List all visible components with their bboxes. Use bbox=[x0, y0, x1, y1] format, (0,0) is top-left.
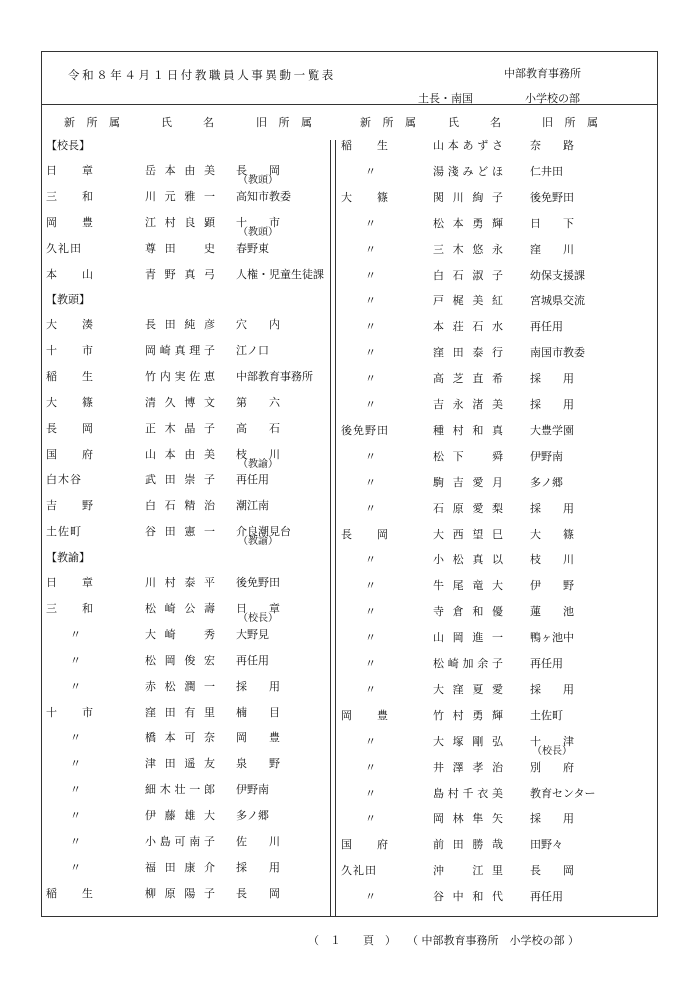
old-affiliation: 再任用 bbox=[236, 473, 269, 487]
document-header bbox=[42, 52, 657, 105]
new-affiliation: 後免野田 bbox=[341, 423, 389, 437]
person-name: 小島可南子 bbox=[145, 835, 215, 848]
position-note: （教頭） bbox=[238, 226, 278, 238]
old-affiliation: 泉 野 bbox=[236, 757, 280, 771]
old-affiliation: 多ノ郷 bbox=[530, 475, 563, 489]
table-row bbox=[46, 163, 326, 186]
new-affiliation: 稲 生 bbox=[46, 369, 94, 383]
person-name: 川元雅一 bbox=[145, 189, 215, 203]
old-affiliation: 後免野田 bbox=[530, 190, 574, 204]
person-name: 種村和真 bbox=[433, 423, 503, 437]
position-note: （教頭） bbox=[238, 175, 278, 186]
table-row bbox=[341, 345, 621, 361]
table-row bbox=[341, 786, 621, 802]
table-row bbox=[46, 679, 326, 695]
new-affiliation: 〃 bbox=[365, 734, 376, 748]
person-name: 寺倉和優 bbox=[433, 605, 503, 619]
table-row bbox=[46, 834, 326, 850]
new-affiliation: 〃 bbox=[365, 657, 376, 670]
table-row bbox=[341, 527, 621, 543]
table-row bbox=[46, 756, 326, 772]
old-affiliation: 教育センター bbox=[530, 786, 596, 800]
new-affiliation: 〃 bbox=[365, 320, 376, 334]
old-affiliation: 仁井田 bbox=[530, 164, 563, 178]
old-affiliation: 楠 目 bbox=[236, 705, 280, 719]
new-affiliation: 〃 bbox=[365, 812, 376, 826]
right-column-headers bbox=[360, 115, 630, 131]
old-affiliation: 春野東 bbox=[236, 241, 269, 255]
table-row bbox=[341, 242, 621, 258]
col-name: 氏 名 bbox=[448, 116, 511, 129]
person-name: 白石淑子 bbox=[433, 268, 503, 282]
new-affiliation: 岡 豊 bbox=[341, 708, 389, 722]
old-affiliation: 鴨ヶ池中 bbox=[530, 631, 574, 645]
col-new-affiliation: 新 所 属 bbox=[64, 116, 124, 129]
person-name: 松岡俊宏 bbox=[145, 653, 215, 667]
person-name: 牛尾竜大 bbox=[433, 579, 503, 593]
table-row bbox=[341, 268, 621, 284]
person-name: 岡林隼矢 bbox=[433, 812, 503, 826]
old-affiliation: 介良潮見台 bbox=[236, 525, 291, 539]
table-row bbox=[46, 705, 326, 721]
person-name: 松崎加余子 bbox=[433, 657, 503, 670]
old-affiliation: 枝 川 bbox=[236, 447, 280, 461]
new-affiliation: 〃 bbox=[365, 216, 376, 230]
new-affiliation: 大 篠 bbox=[46, 395, 94, 409]
table-row bbox=[46, 575, 326, 591]
table-row bbox=[341, 293, 621, 309]
new-affiliation: 十 市 bbox=[46, 705, 94, 719]
old-affiliation: 佐 川 bbox=[236, 835, 280, 848]
table-row bbox=[341, 397, 621, 413]
new-affiliation: 〃 bbox=[365, 475, 376, 489]
old-affiliation: 採 用 bbox=[530, 372, 574, 386]
new-affiliation: 久礼田 bbox=[341, 864, 377, 878]
new-affiliation: 〃 bbox=[365, 164, 376, 178]
table-row bbox=[46, 524, 326, 548]
table-row bbox=[341, 578, 621, 594]
person-name: 小松真以 bbox=[433, 553, 503, 567]
table-row bbox=[341, 604, 621, 620]
person-name: 窪田有里 bbox=[145, 705, 215, 719]
col-name: 氏 名 bbox=[161, 116, 224, 129]
table-row bbox=[341, 164, 621, 180]
person-name: 松本勇輝 bbox=[433, 216, 503, 230]
person-name: 三木悠永 bbox=[433, 242, 503, 256]
new-affiliation: 十 市 bbox=[46, 343, 94, 357]
office-name: 中部教育事務所 bbox=[504, 67, 581, 80]
new-affiliation: 〃 bbox=[365, 631, 376, 645]
table-row bbox=[341, 760, 621, 776]
new-affiliation: 土佐町 bbox=[46, 525, 82, 539]
new-affiliation: 国 府 bbox=[46, 447, 94, 461]
column-divider bbox=[330, 140, 336, 917]
old-affiliation: 高知市教委 bbox=[236, 189, 291, 203]
person-name: 駒吉愛月 bbox=[433, 475, 503, 489]
person-name: 白石精治 bbox=[145, 499, 215, 513]
position-note: （教諭） bbox=[238, 458, 278, 470]
new-affiliation: 三 和 bbox=[46, 189, 94, 203]
table-row bbox=[341, 863, 621, 879]
old-affiliation: 採 用 bbox=[530, 682, 574, 696]
new-affiliation: 〃 bbox=[365, 268, 376, 282]
old-affiliation: 伊野南 bbox=[530, 449, 563, 463]
old-affiliation: 大野見 bbox=[236, 627, 269, 641]
person-name: 吉永渚美 bbox=[433, 398, 503, 411]
person-name: 青野真弓 bbox=[145, 267, 215, 281]
old-affiliation: 高 石 bbox=[236, 421, 280, 435]
table-row bbox=[341, 319, 621, 335]
old-affiliation: 江ノ口 bbox=[236, 343, 269, 357]
new-affiliation: 〃 bbox=[365, 605, 376, 619]
old-affiliation: 岡 豊 bbox=[236, 731, 280, 745]
new-affiliation: 〃 bbox=[70, 679, 81, 693]
new-affiliation: 〃 bbox=[365, 579, 376, 593]
old-affiliation: 南国市教委 bbox=[530, 346, 585, 360]
person-name: 窪田泰行 bbox=[433, 346, 503, 360]
person-name: 江村良顕 bbox=[145, 215, 215, 229]
table-row bbox=[341, 811, 621, 827]
person-name: 長田純彦 bbox=[145, 318, 215, 331]
new-affiliation: 国 府 bbox=[341, 838, 389, 852]
person-name: 川村泰平 bbox=[145, 576, 215, 589]
new-affiliation: 〃 bbox=[70, 860, 81, 874]
table-row bbox=[341, 475, 621, 491]
new-affiliation: 〃 bbox=[365, 553, 376, 567]
person-name: 山岡進一 bbox=[433, 631, 503, 645]
table-row bbox=[46, 653, 326, 669]
person-name: 細木壮一郎 bbox=[145, 783, 215, 797]
position-note: （校長） bbox=[238, 612, 278, 624]
person-name: 大西望巳 bbox=[433, 527, 503, 541]
person-name: 松下 舜 bbox=[433, 449, 503, 463]
old-affiliation: 潮江南 bbox=[236, 499, 269, 513]
new-affiliation: 稲 生 bbox=[341, 139, 389, 152]
new-affiliation: 〃 bbox=[365, 760, 376, 774]
table-row bbox=[46, 601, 326, 624]
table-row bbox=[341, 734, 621, 757]
old-affiliation: 幼保支援課 bbox=[530, 268, 585, 282]
section-teacher: 【教諭】 bbox=[46, 551, 90, 564]
person-name: 尊田 史 bbox=[145, 241, 215, 255]
table-row bbox=[46, 421, 326, 437]
old-affiliation: 再任用 bbox=[530, 657, 563, 670]
table-row bbox=[46, 317, 326, 333]
person-name: 大窪夏愛 bbox=[433, 682, 503, 696]
table-row bbox=[341, 501, 621, 517]
person-name: 関川絢子 bbox=[433, 190, 503, 204]
table-row bbox=[46, 241, 326, 257]
new-affiliation: 長 岡 bbox=[341, 527, 389, 541]
section-principal: 【校長】 bbox=[46, 139, 90, 152]
left-column-headers bbox=[64, 115, 334, 131]
new-affiliation: 大 篠 bbox=[341, 190, 389, 204]
old-affiliation: 中部教育事務所 bbox=[236, 369, 313, 383]
person-name: 井澤孝治 bbox=[433, 760, 503, 774]
person-name: 岳本由美 bbox=[145, 164, 215, 177]
table-row bbox=[341, 708, 621, 724]
old-affiliation: 伊野南 bbox=[236, 783, 269, 797]
table-row bbox=[341, 371, 621, 387]
old-affiliation: 再任用 bbox=[236, 653, 269, 667]
new-affiliation: 大 湊 bbox=[46, 318, 94, 331]
new-affiliation: 岡 豊 bbox=[46, 215, 94, 229]
table-row bbox=[341, 423, 621, 439]
old-affiliation: 十 市 bbox=[236, 215, 280, 229]
person-name: 伊藤雄大 bbox=[145, 809, 215, 823]
col-new-affiliation: 新 所 属 bbox=[360, 116, 420, 129]
old-affiliation: 日 章 bbox=[236, 601, 280, 615]
person-name: 谷田憲一 bbox=[145, 525, 215, 539]
person-name: 橋本可奈 bbox=[145, 731, 215, 745]
new-affiliation: 〃 bbox=[365, 501, 376, 515]
new-affiliation: 長 岡 bbox=[46, 421, 94, 435]
new-affiliation: 〃 bbox=[70, 835, 81, 848]
old-affiliation: 別 府 bbox=[530, 760, 574, 774]
person-name: 山本あずさ bbox=[433, 139, 503, 152]
table-row bbox=[341, 837, 621, 853]
table-row bbox=[341, 138, 621, 154]
old-affiliation: 穴 内 bbox=[236, 318, 280, 331]
new-affiliation: 〃 bbox=[365, 890, 376, 904]
person-name: 石原愛梨 bbox=[433, 501, 503, 515]
person-name: 本荘石水 bbox=[433, 320, 503, 334]
person-name: 戸梶美紅 bbox=[433, 294, 503, 308]
table-row bbox=[341, 216, 621, 232]
old-affiliation: 長 岡 bbox=[236, 164, 280, 177]
new-affiliation: 〃 bbox=[70, 627, 81, 641]
table-row bbox=[46, 886, 326, 902]
person-name: 山本由美 bbox=[145, 447, 215, 461]
table-row bbox=[46, 782, 326, 798]
position-note: （校長） bbox=[532, 745, 572, 757]
old-affiliation: 日 下 bbox=[530, 216, 574, 230]
old-affiliation: 土佐町 bbox=[530, 708, 563, 722]
position-note: （教諭） bbox=[238, 536, 278, 548]
old-affiliation: 採 用 bbox=[236, 679, 280, 693]
old-affiliation: 採 用 bbox=[530, 812, 574, 826]
old-affiliation: 大 篠 bbox=[530, 527, 574, 541]
table-row bbox=[341, 449, 621, 465]
person-name: 大崎 秀 bbox=[145, 627, 215, 641]
table-row bbox=[341, 190, 621, 206]
old-affiliation: 大豊学園 bbox=[530, 423, 574, 437]
person-name: 武田崇子 bbox=[145, 473, 215, 487]
table-row bbox=[46, 808, 326, 824]
old-affiliation: 採 用 bbox=[530, 398, 574, 411]
table-row bbox=[46, 395, 326, 411]
old-affiliation: 再任用 bbox=[530, 890, 563, 904]
new-affiliation: 〃 bbox=[365, 682, 376, 696]
new-affiliation: 〃 bbox=[70, 757, 81, 771]
new-affiliation: 〃 bbox=[365, 786, 376, 800]
old-affiliation: 奈 路 bbox=[530, 139, 574, 152]
old-affiliation: 多ノ郷 bbox=[236, 809, 269, 823]
col-old-affiliation: 旧 所 属 bbox=[542, 116, 602, 129]
person-name: 湯淺みどほ bbox=[433, 164, 503, 178]
new-affiliation: 〃 bbox=[365, 372, 376, 386]
new-affiliation: 日 章 bbox=[46, 164, 94, 177]
table-row bbox=[341, 656, 621, 672]
old-affiliation: 宮城県交流 bbox=[530, 294, 585, 308]
old-affiliation: 窪 川 bbox=[530, 242, 574, 256]
new-affiliation: 〃 bbox=[365, 398, 376, 411]
old-affiliation: 十 津 bbox=[530, 734, 574, 748]
new-affiliation: 吉 野 bbox=[46, 499, 94, 513]
new-affiliation: 稲 生 bbox=[46, 886, 94, 900]
table-row bbox=[46, 215, 326, 238]
footer-text: （ １ 頁 ） （ 中部教育事務所 小学校の部 ） bbox=[308, 934, 579, 947]
person-name: 津田遥友 bbox=[145, 757, 215, 771]
old-affiliation: 蓮 池 bbox=[530, 605, 574, 619]
table-row bbox=[341, 552, 621, 568]
district-label: 土長・南国 bbox=[418, 92, 473, 105]
person-name: 福田康介 bbox=[145, 860, 215, 874]
section-label: 小学校の部 bbox=[525, 92, 580, 105]
old-affiliation: 長 岡 bbox=[236, 886, 280, 900]
old-affiliation: 再任用 bbox=[530, 320, 563, 334]
new-affiliation: 〃 bbox=[365, 242, 376, 256]
table-row bbox=[341, 682, 621, 698]
table-row bbox=[341, 630, 621, 646]
table-row bbox=[46, 369, 326, 385]
new-affiliation: 本 山 bbox=[46, 267, 94, 281]
table-row bbox=[46, 498, 326, 514]
section-vice-principal: 【教頭】 bbox=[46, 293, 90, 306]
person-name: 島村千衣美 bbox=[433, 786, 503, 800]
new-affiliation: 〃 bbox=[70, 809, 81, 823]
old-affiliation: 採 用 bbox=[530, 501, 574, 515]
table-row bbox=[341, 889, 621, 905]
new-affiliation: 白木谷 bbox=[46, 473, 82, 487]
new-affiliation: 〃 bbox=[70, 653, 81, 667]
old-affiliation: 第 六 bbox=[236, 395, 280, 409]
person-name: 清久博文 bbox=[145, 395, 215, 409]
old-affiliation: 長 岡 bbox=[530, 864, 574, 878]
new-affiliation: 三 和 bbox=[46, 601, 94, 615]
table-row bbox=[46, 627, 326, 643]
document-title: 令和８年４月１日付教職員人事異動一覧表 bbox=[68, 68, 336, 82]
old-affiliation: 伊 野 bbox=[530, 579, 574, 593]
person-name: 赤松潤一 bbox=[145, 679, 215, 693]
person-name: 前田勝哉 bbox=[433, 838, 503, 852]
person-name: 松崎公壽 bbox=[145, 601, 215, 615]
person-name: 竹村勇輝 bbox=[433, 708, 503, 722]
old-affiliation: 採 用 bbox=[236, 860, 280, 874]
new-affiliation: 〃 bbox=[70, 783, 81, 797]
person-name: 竹内実佐恵 bbox=[145, 369, 215, 383]
new-affiliation: 日 章 bbox=[46, 576, 94, 589]
old-affiliation: 枝 川 bbox=[530, 553, 574, 567]
table-row bbox=[46, 343, 326, 359]
new-affiliation: 〃 bbox=[365, 346, 376, 360]
new-affiliation: 久礼田 bbox=[46, 241, 82, 255]
old-affiliation: 人権・児童生徒課 bbox=[236, 267, 324, 281]
person-name: 沖 江里 bbox=[433, 864, 503, 878]
person-name: 柳原陽子 bbox=[145, 886, 215, 900]
table-row bbox=[46, 472, 326, 488]
person-name: 岡崎真理子 bbox=[145, 343, 215, 357]
col-old-affiliation: 旧 所 属 bbox=[256, 116, 316, 129]
table-row bbox=[46, 447, 326, 470]
table-row bbox=[46, 267, 326, 283]
person-name: 谷中和代 bbox=[433, 890, 503, 904]
table-row bbox=[46, 189, 326, 205]
person-name: 大塚剛弘 bbox=[433, 734, 503, 748]
person-name: 正木晶子 bbox=[145, 421, 215, 435]
person-name: 高芝直希 bbox=[433, 372, 503, 386]
table-row bbox=[46, 860, 326, 876]
new-affiliation: 〃 bbox=[365, 449, 376, 463]
table-row bbox=[46, 730, 326, 746]
new-affiliation: 〃 bbox=[70, 731, 81, 745]
new-affiliation: 〃 bbox=[365, 294, 376, 308]
old-affiliation: 後免野田 bbox=[236, 576, 280, 589]
old-affiliation: 田野々 bbox=[530, 838, 563, 852]
